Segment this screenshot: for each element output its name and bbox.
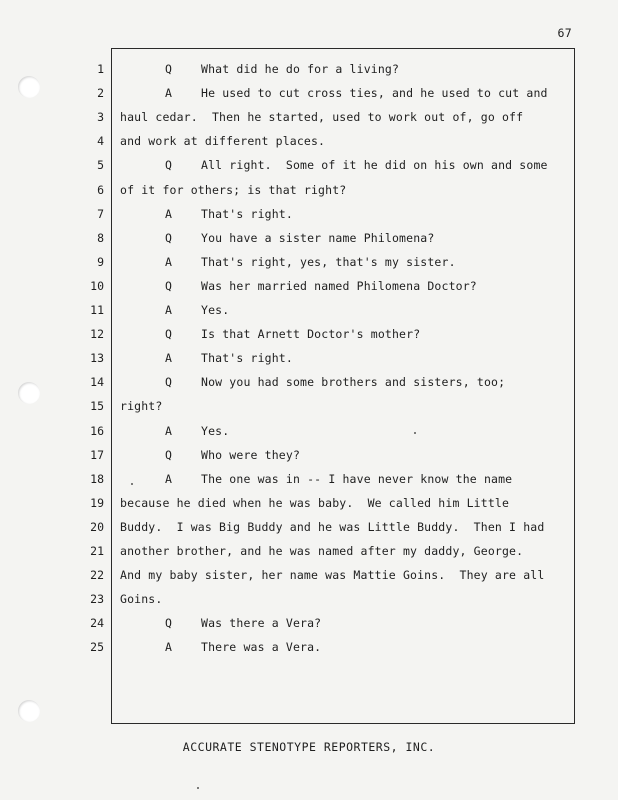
scan-speck (197, 787, 199, 789)
transcript-line-text: Is that Arnett Doctor's mother? (201, 327, 421, 341)
transcript-line-text: another brother, and he was named after my daddy, George. (120, 544, 524, 558)
speaker-marker: A (165, 424, 173, 438)
line-number: 15 (90, 399, 104, 413)
transcript-line-text: of it for others; is that right? (120, 183, 347, 197)
speaker-marker: Q (165, 62, 173, 76)
transcript-line-text: haul cedar. Then he started, used to work out of, go off (120, 110, 524, 124)
reporter-footer: ACCURATE STENOTYPE REPORTERS, INC. (182, 740, 436, 754)
transcript-line-text: right? (120, 399, 163, 413)
transcript-line-text: That's right. (201, 351, 293, 365)
line-number: 21 (90, 544, 104, 558)
transcript-line-text: because he died when he was baby. We called him Little (120, 496, 510, 510)
line-number: 8 (97, 231, 104, 245)
punch-hole-top (18, 76, 40, 98)
speaker-marker: Q (165, 158, 173, 172)
transcript-line-text: Yes. (201, 303, 230, 317)
line-number: 2 (97, 86, 104, 100)
transcript-line-text: What did he do for a living? (201, 62, 400, 76)
line-number: 6 (97, 183, 104, 197)
page-number: 67 (557, 26, 572, 40)
speaker-marker: A (165, 472, 173, 486)
line-number: 14 (90, 375, 104, 389)
line-number: 12 (90, 327, 104, 341)
speaker-marker: A (165, 303, 173, 317)
speaker-marker: A (165, 86, 173, 100)
transcript-line-text: And my baby sister, her name was Mattie Goins. They are all (120, 568, 545, 582)
line-number: 3 (97, 110, 104, 124)
line-number: 1 (97, 62, 104, 76)
speaker-marker: A (165, 351, 173, 365)
transcript-line-text: Who were they? (201, 448, 301, 462)
line-number: 16 (90, 424, 104, 438)
transcript-line-text: There was a Vera. (201, 640, 322, 654)
transcript-line-text: Was her married named Philomena Doctor? (201, 279, 477, 293)
transcript-line-text: He used to cut cross ties, and he used to cut and (201, 86, 548, 100)
speaker-marker: Q (165, 375, 173, 389)
scan-speck (414, 432, 416, 434)
line-number: 22 (90, 568, 104, 582)
transcript-line-text: You have a sister name Philomena? (201, 231, 435, 245)
line-number: 4 (97, 134, 104, 148)
speaker-marker: A (165, 640, 173, 654)
line-number: 11 (90, 303, 104, 317)
speaker-marker: A (165, 207, 173, 221)
transcript-line-text: That's right, yes, that's my sister. (201, 255, 456, 269)
line-number: 5 (97, 158, 104, 172)
line-number: 25 (90, 640, 104, 654)
transcript-line-text: That's right. (201, 207, 293, 221)
line-number: 19 (90, 496, 104, 510)
speaker-marker: Q (165, 279, 173, 293)
line-number: 20 (90, 520, 104, 534)
speaker-marker: Q (165, 231, 173, 245)
transcript-line-text: Buddy. I was Big Buddy and he was Little Buddy. Then I had (120, 520, 545, 534)
line-number: 7 (97, 207, 104, 221)
line-number: 24 (90, 616, 104, 630)
speaker-marker: Q (165, 616, 173, 630)
line-number: 18 (90, 472, 104, 486)
line-number: 17 (90, 448, 104, 462)
line-number: 9 (97, 255, 104, 269)
transcript-line-text: The one was in -- I have never know the name (201, 472, 513, 486)
transcript-line-text: Yes. (201, 424, 230, 438)
transcript-line-text: Goins. (120, 592, 163, 606)
line-number: 10 (90, 279, 104, 293)
transcript-line-text: All right. Some of it he did on his own and some (201, 158, 548, 172)
scan-speck (131, 483, 133, 485)
transcript-line-text: and work at different places. (120, 134, 326, 148)
punch-hole-bottom (18, 700, 40, 722)
transcript-line-text: Now you had some brothers and sisters, too; (201, 375, 506, 389)
speaker-marker: Q (165, 448, 173, 462)
line-number: 13 (90, 351, 104, 365)
transcript-line-text: Was there a Vera? (201, 616, 322, 630)
line-number: 23 (90, 592, 104, 606)
punch-hole-middle (18, 382, 40, 404)
speaker-marker: Q (165, 327, 173, 341)
speaker-marker: A (165, 255, 173, 269)
